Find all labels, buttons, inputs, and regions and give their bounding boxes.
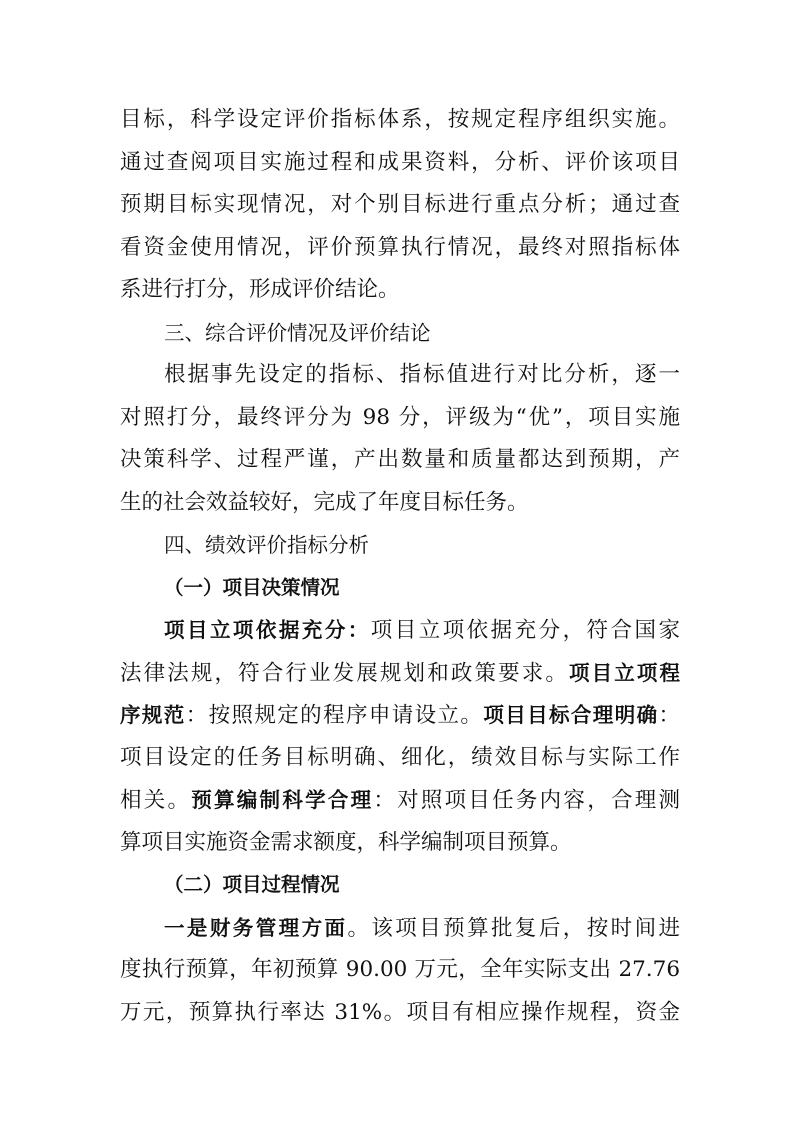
paragraph-line	[120, 694, 680, 737]
bold-term: 项目目标合理明确	[483, 703, 659, 727]
inline-text: 法律法规，符合行业发展规划和政策要求。	[120, 660, 569, 686]
bold-term: 项目立项程	[568, 660, 680, 685]
document-body	[120, 99, 680, 1034]
paragraph-line: 决策科学、过程严谨，产出数量和质量都达到预期，产	[120, 447, 680, 472]
subsection-heading-1: （一）项目决策情况	[164, 575, 340, 599]
paragraph-line	[120, 652, 680, 695]
bold-term: 一是财务管理方面	[164, 915, 348, 940]
paragraph-line: 算项目实施资金需求额度，科学编制项目预算。	[120, 829, 572, 855]
bold-term: 序规范	[120, 703, 186, 727]
paragraph-line: 通过查阅项目实施过程和成果资料，分析、评价该项目	[120, 149, 680, 175]
bold-term: 项目立项依据充分：	[164, 618, 371, 642]
inline-text: ：	[658, 703, 680, 728]
paragraph-line: 预期目标实现情况，对个别目标进行重点分析；通过查	[120, 192, 680, 217]
bold-term: 预算编制科学合理	[191, 788, 374, 812]
section-heading-3: 三、综合评价情况及评价结论	[164, 320, 431, 345]
paragraph-line: 项目设定的任务目标明确、细化，绩效目标与实际工作	[120, 744, 680, 770]
paragraph-line	[120, 779, 680, 822]
paragraph-line: 系进行打分，形成评价结论。	[120, 277, 400, 302]
paragraph-line: 万元，预算执行率达 31%。项目有相应操作规程，资金	[120, 999, 680, 1025]
paragraph-line	[120, 609, 680, 652]
paragraph-line: 对照打分，最终评分为 98 分，评级为“优”，项目实施	[120, 404, 680, 430]
inline-text: 。该项目预算批复后，按时间进	[347, 915, 681, 941]
paragraph-line: 目标，科学设定评价指标体系，按规定程序组织实施。	[120, 107, 680, 132]
inline-text: 项目立项依据充分，符合国家	[370, 618, 680, 643]
paragraph-line: 度执行预算，年初预算 90.00 万元，全年实际支出 27.76	[120, 957, 680, 982]
inline-text: ：对照项目任务内容，合理测	[373, 788, 680, 813]
paragraph-line: 根据事先设定的指标、指标值进行对比分析，逐一	[164, 362, 680, 387]
subsection-heading-2: （二）项目过程情况	[164, 873, 340, 896]
paragraph-line	[120, 907, 680, 950]
inline-text: 相关。	[120, 788, 192, 813]
paragraph-line: 看资金使用情况，评价预算执行情况，最终对照指标体	[120, 234, 680, 260]
inline-text: ：按照规定的程序申请设立。	[185, 703, 484, 728]
section-heading-4: 四、绩效评价指标分析	[164, 533, 369, 557]
paragraph-line: 生的社会效益较好，完成了年度目标任务。	[120, 489, 529, 515]
